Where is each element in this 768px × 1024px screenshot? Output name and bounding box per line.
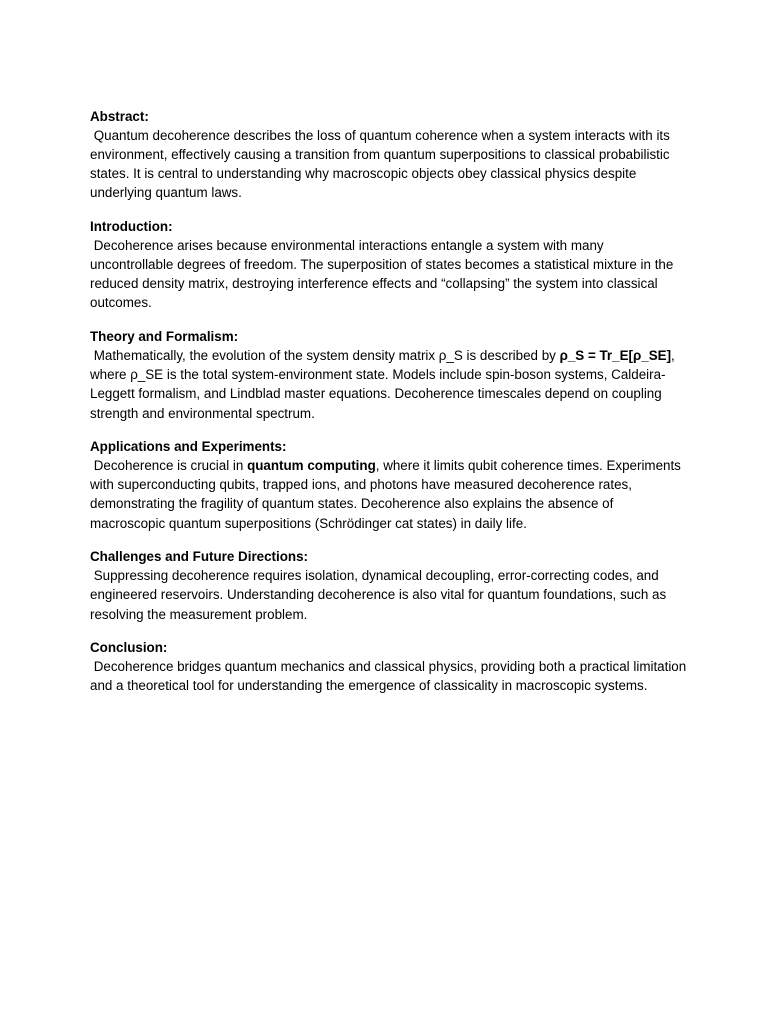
theory-text-before: Mathematically, the evolution of the system density matrix ρ_S is described by — [90, 348, 560, 364]
applications-text-after: , where it limits qubit coherence times. Experiments with superconducting qubits, trapped ions, and photons have measured decoherence rates, demonstrating the fragility of quantum states. Decoherence also explains the absence of macroscopic quantum superpositions (Schrödinger cat states) in daily life. — [90, 458, 685, 531]
document-page — [90, 107, 690, 710]
applications-text-before: Decoherence is crucial in — [90, 458, 248, 474]
challenges-text: Suppressing decoherence requires isolation, dynamical decoupling, error-correcting codes, and engineered reservoirs. Understanding decoherence is also vital for quantum foundations, such as resolving the measurement problem. — [90, 568, 670, 622]
abstract-section — [90, 107, 690, 202]
conclusion-text: Decoherence bridges quantum mechanics and classical physics, providing both a practical limitation and a theoretical tool for understanding the emergence of classicality in macroscopic systems. — [90, 659, 690, 694]
theory-text-after: , where ρ_SE is the total system-environment state. Models include spin-boson systems, Caldeira-Leggett formalism, and Lindblad master equations. Decoherence timescales depend on coupling strength and environmental spectrum. — [90, 348, 679, 421]
applications-heading: Applications and Experiments: — [90, 439, 287, 455]
introduction-heading: Introduction: — [90, 219, 173, 235]
introduction-text: Decoherence arises because environmental interactions entangle a system with many uncontrollable degrees of freedom. The superposition of states becomes a statistical mixture in the reduced density matrix, destroying interference effects and “collapsing” the system into classical outcomes. — [90, 238, 678, 311]
applications-emphasis: quantum computing — [247, 458, 376, 474]
theory-section — [90, 327, 690, 422]
introduction-section — [90, 217, 690, 312]
theory-heading: Theory and Formalism: — [90, 329, 239, 345]
challenges-section — [90, 547, 690, 623]
abstract-text: Quantum decoherence describes the loss of quantum coherence when a system interacts with its environment, effectively causing a transition from quantum superpositions to classical probabilistic states. It is central to understanding why macroscopic objects obey classical physics despite underlying quantum laws. — [90, 128, 674, 201]
abstract-heading: Abstract: — [90, 109, 149, 124]
theory-paragraph — [90, 346, 690, 422]
theory-equation: ρ_S = Tr_E[ρ_SE] — [559, 348, 672, 364]
conclusion-section — [90, 638, 690, 695]
challenges-heading: Challenges and Future Directions: — [90, 549, 309, 565]
applications-paragraph — [90, 456, 690, 532]
applications-section — [90, 437, 690, 532]
conclusion-heading: Conclusion: — [90, 640, 168, 656]
